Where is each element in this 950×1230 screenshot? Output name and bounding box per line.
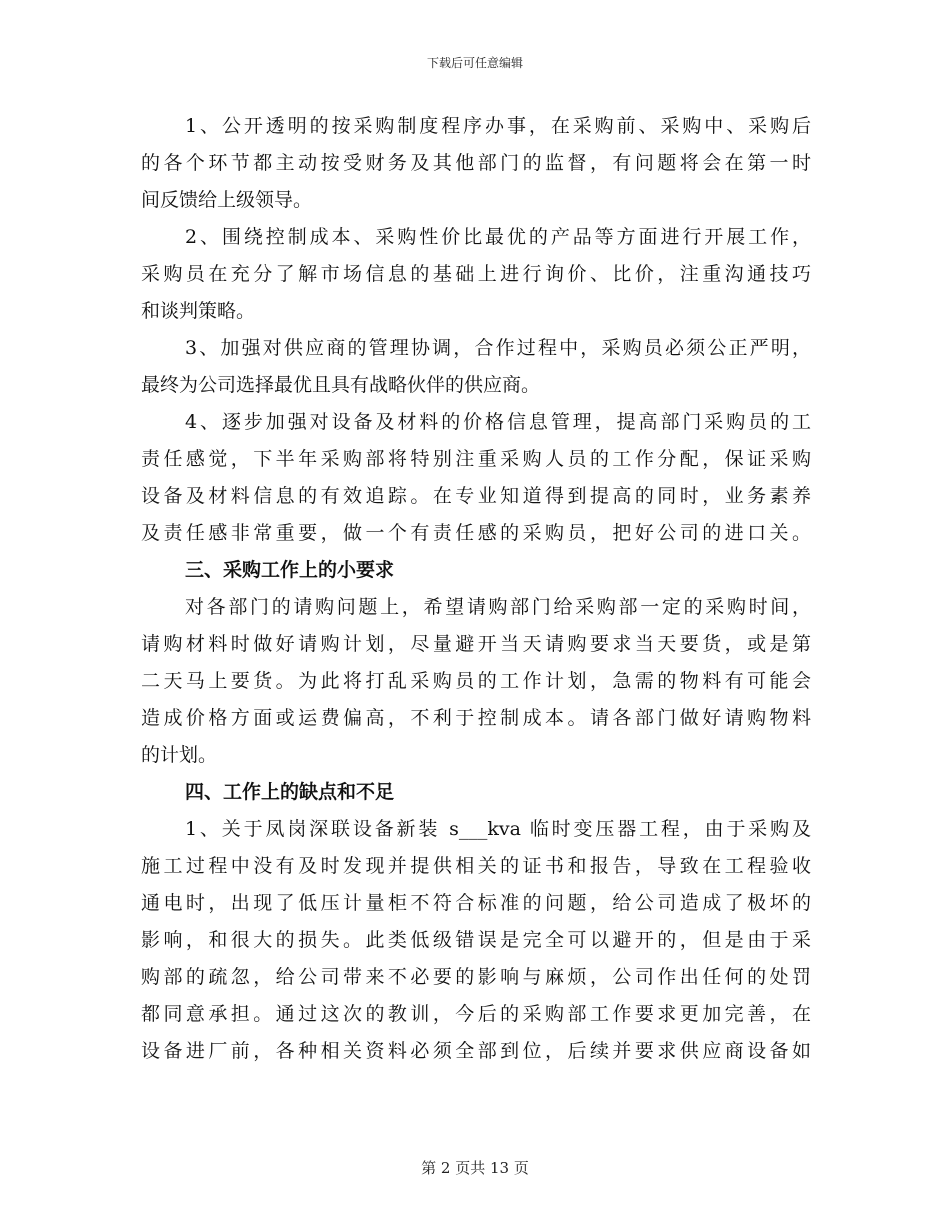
text-line: 通电时，出现了低压计量柜不符合标准的问题，给公司造成了极坏的 <box>141 892 811 914</box>
text-line: 造成价格方面或运费偏高，不利于控制成本。请各部门做好请购物料 <box>141 707 811 729</box>
text-line: 采购员在充分了解市场信息的基础上进行询价、比价，注重沟通技巧 <box>141 263 811 285</box>
page-footer: 第 2 页共 13 页 <box>421 1159 529 1177</box>
text-line: 及责任感非常重要，做一个有责任感的采购员，把好公司的进口关。 <box>141 522 811 544</box>
document-body <box>141 108 811 1070</box>
text-line: 1、关于凤岗深联设备新装 s___kva 临时变压器工程，由于采购及 <box>185 818 811 840</box>
section-heading: 四、工作上的缺点和不足 <box>185 781 395 803</box>
text-line: 3、加强对供应商的管理协调，合作过程中，采购员必须公正严明， <box>185 337 811 359</box>
text-line: 设备及材料信息的有效追踪。在专业知道得到提高的同时，业务素养 <box>141 485 811 507</box>
text-line: 请购材料时做好请购计划，尽量避开当天请购要求当天要货，或是第 <box>141 633 811 655</box>
text-line: 影响，和很大的损失。此类低级错误是完全可以避开的，但是由于采 <box>141 929 811 951</box>
text-line: 1、公开透明的按采购制度程序办事，在采购前、采购中、采购后 <box>185 115 811 137</box>
text-line: 间反馈给上级领导。 <box>141 189 313 211</box>
text-line: 施工过程中没有及时发现并提供相关的证书和报告，导致在工程验收 <box>141 855 811 877</box>
text-line: 对各部门的请购问题上，希望请购部门给采购部一定的采购时间， <box>185 596 811 618</box>
text-line: 2、围绕控制成本、采购性价比最优的产品等方面进行开展工作， <box>185 226 811 248</box>
text-line: 都同意承担。通过这次的教训，今后的采购部工作要求更加完善，在 <box>141 1003 811 1025</box>
text-line: 的各个环节都主动按受财务及其他部门的监督，有问题将会在第一时 <box>141 152 811 174</box>
text-line: 二天马上要货。为此将打乱采购员的工作计划，急需的物料有可能会 <box>141 670 811 692</box>
section-heading: 三、采购工作上的小要求 <box>185 559 395 581</box>
text-line: 责任感觉，下半年采购部将特别注重采购人员的工作分配，保证采购 <box>141 448 811 470</box>
page-header: 下载后可任意编辑 <box>426 56 523 70</box>
text-line: 和谈判策略。 <box>141 300 256 322</box>
text-line: 购部的疏忽，给公司带来不必要的影响与麻烦，公司作出任何的处罚 <box>141 966 811 988</box>
text-line: 最终为公司选择最优且具有战略伙伴的供应商。 <box>141 374 541 396</box>
text-line: 的计划。 <box>141 744 218 766</box>
text-line: 设备进厂前，各种相关资料必须全部到位，后续并要求供应商设备如 <box>141 1040 811 1062</box>
text-line: 4、逐步加强对设备及材料的价格信息管理，提高部门采购员的工 <box>185 411 811 433</box>
